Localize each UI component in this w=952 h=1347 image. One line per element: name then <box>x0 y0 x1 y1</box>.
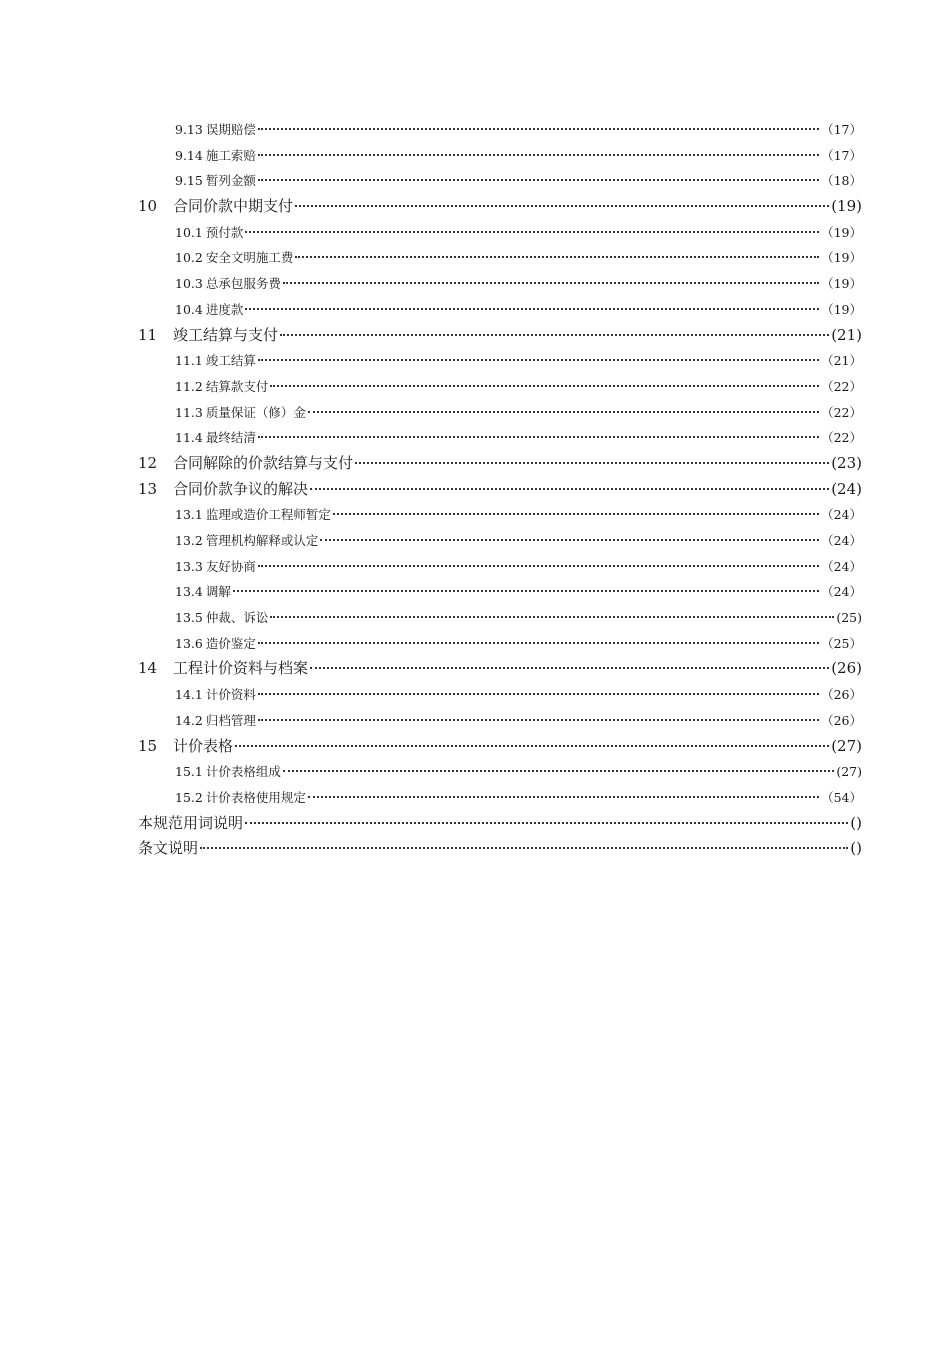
toc-entry-page: （19） <box>821 250 862 266</box>
dot-leader <box>355 462 829 464</box>
toc-entry-number: 13.6 <box>175 635 203 651</box>
toc-entry-title: 友好协商 <box>205 558 256 574</box>
toc-entry-title: 暂列金额 <box>205 173 256 189</box>
toc-entry-page: （19） <box>821 276 862 292</box>
toc-entry-page: （22） <box>821 430 862 446</box>
toc-entry-number: 9.15 <box>175 173 203 189</box>
toc-entry-number: 11.1 <box>175 353 203 369</box>
toc-entry-page: （19） <box>821 224 862 240</box>
toc-entry[interactable] <box>138 168 862 194</box>
toc-entry-number: 11 <box>138 325 158 344</box>
dot-leader <box>333 513 819 515</box>
toc-entry-title: 计价表格使用规定 <box>205 789 306 805</box>
toc-entry-number: 14.2 <box>175 712 203 728</box>
toc-entry-title: 管理机构解释或认定 <box>205 533 319 548</box>
toc-entry-title: 条文说明 <box>138 839 199 858</box>
dot-leader <box>245 308 819 310</box>
toc-entry-number: 15 <box>138 736 158 755</box>
toc-entry-number: 15.1 <box>175 764 203 780</box>
toc-entry-number: 13 <box>138 479 158 498</box>
toc-entry-number: 13.5 <box>175 610 203 626</box>
dot-leader <box>258 565 819 567</box>
dot-leader <box>320 539 819 541</box>
dot-leader <box>280 334 829 336</box>
dot-leader <box>258 693 819 695</box>
toc-entry[interactable] <box>138 836 862 862</box>
toc-entry-number: 11.3 <box>175 404 203 420</box>
toc-entry[interactable] <box>138 682 862 708</box>
toc-entry-title: 最终结清 <box>205 430 256 446</box>
toc-entry[interactable] <box>138 477 862 503</box>
dot-leader <box>308 411 819 413</box>
toc-entry-title: 监理或造价工程师暂定 <box>205 507 331 523</box>
toc-entry[interactable] <box>138 220 862 246</box>
toc-entry-number: 9.13 <box>175 122 203 137</box>
toc-entry-title: 工程计价资料与档案 <box>173 659 309 678</box>
toc-entry-page: （18） <box>821 173 862 189</box>
toc-entry-page: (21) <box>831 325 862 344</box>
toc-entry-page: （19） <box>821 301 862 317</box>
toc-entry-title: 竣工结算 <box>205 353 256 369</box>
toc-entry-title: 施工索赔 <box>205 147 256 163</box>
dot-leader <box>310 488 829 490</box>
toc-entry-title: 本规范用词说明 <box>138 813 244 832</box>
toc-entry-number: 9.14 <box>175 147 203 163</box>
toc-entry-page: (24) <box>831 479 862 498</box>
toc-entry-title: 计价表格 <box>173 736 234 755</box>
toc-entry-page: (19) <box>831 197 862 216</box>
toc-entry-title: 预付款 <box>205 224 244 240</box>
dot-leader <box>308 796 819 798</box>
toc-entry-page: （24） <box>821 558 862 574</box>
toc-entry-number: 10.1 <box>175 224 203 240</box>
dot-leader <box>270 385 819 387</box>
toc-entry-number: 10 <box>138 197 158 216</box>
toc-entry[interactable] <box>138 631 862 657</box>
toc-entry-number: 11.4 <box>175 430 203 446</box>
dot-leader <box>233 590 819 592</box>
toc-entry-page: () <box>850 839 862 858</box>
toc-entry-number: 15.2 <box>175 789 203 805</box>
toc-entry-page: (27) <box>831 736 862 755</box>
dot-leader <box>245 822 848 824</box>
toc-entry[interactable] <box>138 143 862 169</box>
toc-entry-page: (27) <box>836 764 862 780</box>
toc-entry[interactable] <box>138 811 862 837</box>
toc-entry-number: 13.1 <box>175 507 203 523</box>
toc-entry[interactable] <box>138 785 862 811</box>
toc-entry-page: () <box>850 813 862 832</box>
toc-entry[interactable] <box>138 579 862 605</box>
toc-entry[interactable] <box>138 451 862 477</box>
toc-entry-number: 10.4 <box>175 301 203 317</box>
toc-entry-page: （17） <box>821 147 862 163</box>
dot-leader <box>310 667 829 669</box>
dot-leader <box>258 719 819 721</box>
toc-entry-title: 安全文明施工费 <box>205 250 294 266</box>
toc-entry-page: （24） <box>821 584 862 600</box>
dot-leader <box>295 256 819 258</box>
dot-leader <box>200 847 848 849</box>
toc-entry-number: 12 <box>138 453 158 472</box>
toc-entry-page: （25） <box>821 635 862 651</box>
toc-entry-title: 总承包服务费 <box>205 276 281 292</box>
toc-entry[interactable] <box>138 708 862 734</box>
toc-entry[interactable] <box>138 323 862 349</box>
toc-entry-title: 合同价款中期支付 <box>173 197 294 216</box>
toc-entry-number: 10.3 <box>175 276 203 292</box>
toc-entry-title: 计价资料 <box>205 687 256 703</box>
toc-entry-page: （26） <box>821 687 862 703</box>
toc-entry-number: 11.2 <box>175 378 203 394</box>
toc-entry-title: 仲裁、诉讼 <box>205 610 269 626</box>
dot-leader <box>258 359 819 361</box>
toc-entry-page: （21） <box>821 353 862 369</box>
toc-entry-page: (26) <box>831 659 862 678</box>
toc-entry-title: 合同价款争议的解决 <box>173 479 309 498</box>
toc-entry[interactable] <box>138 297 862 323</box>
toc-entry-number: 14 <box>138 659 158 678</box>
toc-entry-title: 计价表格组成 <box>205 764 281 780</box>
toc-entry-title: 合同解除的价款结算与支付 <box>173 453 354 472</box>
toc-entry-number: 10.2 <box>175 250 203 266</box>
toc-entry-title: 结算款支付 <box>205 378 269 394</box>
toc-entry-title: 竣工结算与支付 <box>173 325 279 344</box>
toc-entry[interactable] <box>138 734 862 760</box>
toc-entry[interactable] <box>138 605 862 631</box>
toc-entry-page: （22） <box>821 378 862 394</box>
toc-entry-page: （26） <box>821 712 862 728</box>
toc-entry[interactable] <box>138 759 862 785</box>
toc-entry-title: 进度款 <box>205 301 244 317</box>
toc-entry-page: （24） <box>821 533 862 548</box>
toc-entry-number: 14.1 <box>175 687 203 703</box>
dot-leader <box>258 128 819 130</box>
toc-entry-page: （24） <box>821 507 862 523</box>
toc-entry-page: (23) <box>831 453 862 472</box>
toc-entry-title: 造价鉴定 <box>205 635 256 651</box>
toc-entry[interactable] <box>138 400 862 426</box>
toc-entry[interactable] <box>138 271 862 297</box>
dot-leader <box>270 616 834 618</box>
toc-entry[interactable] <box>138 425 862 451</box>
toc-entry[interactable] <box>138 245 862 271</box>
toc-entry-page: （22） <box>821 404 862 420</box>
toc-entry-page: （17） <box>821 122 862 137</box>
toc-entry-title: 调解 <box>205 584 231 600</box>
dot-leader <box>283 282 819 284</box>
toc-entry[interactable] <box>138 554 862 580</box>
toc-entry[interactable] <box>138 117 862 143</box>
dot-leader <box>258 642 819 644</box>
dot-leader <box>245 231 819 233</box>
dot-leader <box>258 179 819 181</box>
table-of-contents <box>138 117 862 862</box>
toc-entry-page: (25) <box>836 610 862 626</box>
dot-leader <box>283 770 834 772</box>
toc-entry-number: 13.2 <box>175 533 203 548</box>
dot-leader <box>295 205 829 207</box>
dot-leader <box>258 154 819 156</box>
toc-entry-title: 误期赔偿 <box>205 122 256 137</box>
dot-leader <box>258 436 819 438</box>
toc-entry-number: 13.4 <box>175 584 203 600</box>
toc-entry[interactable] <box>138 528 862 554</box>
toc-entry[interactable] <box>138 348 862 374</box>
toc-entry-title: 质量保证（修）金 <box>205 404 306 420</box>
toc-entry-page: （54） <box>821 789 862 805</box>
toc-entry-number: 13.3 <box>175 558 203 574</box>
toc-entry-title: 归档管理 <box>205 712 256 728</box>
toc-entry[interactable] <box>138 194 862 220</box>
dot-leader <box>235 745 829 747</box>
toc-entry[interactable] <box>138 374 862 400</box>
toc-entry[interactable] <box>138 656 862 682</box>
toc-entry[interactable] <box>138 502 862 528</box>
